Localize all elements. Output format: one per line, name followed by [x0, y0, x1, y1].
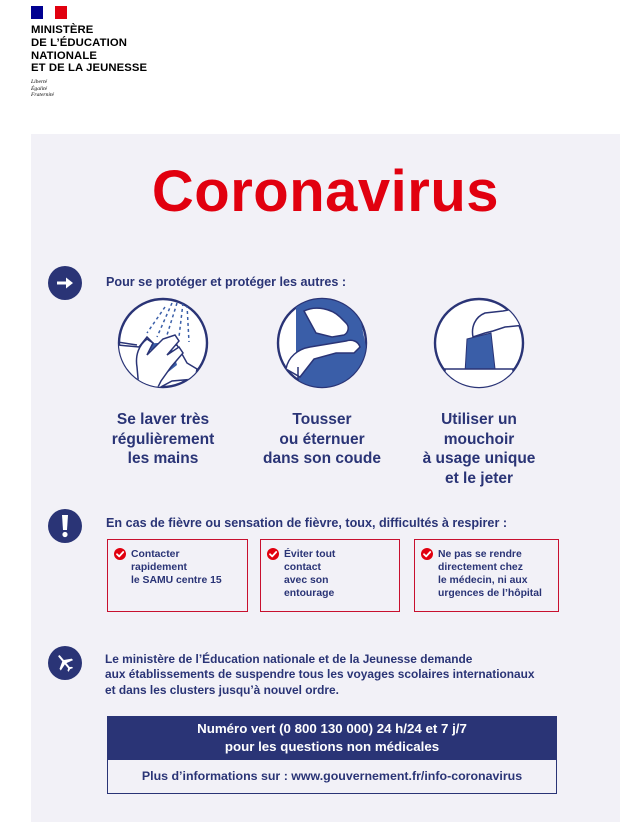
tissue-icon — [433, 297, 525, 389]
arrow-right-icon — [48, 266, 82, 300]
action-line: le SAMU centre 15 — [131, 575, 222, 586]
ministry-line: MINISTÈRE — [31, 24, 94, 36]
check-circle-icon — [114, 548, 126, 560]
action-box — [414, 539, 559, 612]
more-info-link[interactable]: Plus d’informations sur : www.gouvernement.fr/info-coronavirus — [107, 760, 557, 794]
action-line: directement chez — [438, 562, 523, 573]
gesture-label — [83, 410, 243, 469]
check-circle-icon — [267, 548, 279, 560]
motto — [31, 79, 191, 99]
action-line: Ne pas se rendre — [438, 549, 522, 560]
gesture-label-line: Se laver très — [116, 411, 210, 428]
motto-line: Liberté — [31, 79, 48, 86]
action-line: urgences de l’hôpital — [438, 588, 542, 599]
gesture-label-line: ou éternuer — [279, 430, 365, 448]
travel-notice-line: Le ministère de l’Éducation nationale et de la Jeunesse demande — [105, 652, 473, 666]
action-text — [438, 548, 542, 600]
action-line: le médecin, ni aux — [438, 575, 528, 586]
gesture-label-line: dans son coude — [263, 450, 381, 467]
action-line: avec son — [284, 575, 329, 586]
gesture-label-line: à usage unique — [422, 450, 536, 467]
ministry-line: NATIONALE — [31, 49, 97, 62]
marianne-icon — [42, 7, 54, 19]
french-flag-icon — [31, 6, 67, 19]
action-line: Éviter tout — [284, 549, 336, 560]
action-text — [131, 548, 222, 587]
hand-washing-icon — [117, 297, 209, 389]
exclamation-icon — [48, 509, 82, 543]
action-line: entourage — [284, 588, 335, 599]
ministry-line: ET DE LA JEUNESSE — [31, 62, 148, 75]
gesture-label-line: mouchoir — [443, 430, 515, 448]
gesture-label-line: Utiliser un — [441, 411, 517, 428]
hotline-line: pour les questions non médicales — [224, 739, 440, 754]
symptoms-heading: En cas de fièvre ou sensation de fièvre, toux, difficultés à respirer : — [106, 516, 508, 530]
action-box — [107, 539, 248, 612]
gesture-label — [242, 410, 402, 469]
motto-line: Fraternité — [31, 92, 54, 99]
ministry-logo — [31, 6, 191, 99]
protect-heading: Pour se protéger et protéger les autres : — [106, 275, 347, 289]
hotline-line: Numéro vert (0 800 130 000) 24 h/24 et 7 j/7 — [197, 721, 467, 736]
action-line: contact — [284, 562, 321, 573]
check-circle-icon — [421, 548, 433, 560]
gesture-label-line: les mains — [127, 450, 199, 467]
action-text — [284, 548, 335, 600]
ministry-line: DE L’ÉDUCATION — [31, 36, 127, 49]
travel-notice — [105, 652, 575, 698]
hotline-banner — [107, 716, 557, 760]
ministry-name — [31, 24, 191, 75]
action-line: Contacter — [131, 549, 180, 560]
gesture-label-line: et le jeter — [444, 469, 514, 487]
action-line: rapidement — [131, 562, 188, 573]
gesture-label — [399, 410, 559, 488]
poster-title: Coronavirus — [151, 159, 500, 224]
action-box — [260, 539, 400, 612]
airplane-icon — [48, 646, 82, 680]
travel-notice-line: aux établissements de suspendre tous les voyages scolaires internationaux — [105, 667, 535, 682]
gesture-label-line: régulièrement — [111, 430, 215, 448]
motto-line: Égalité — [31, 85, 48, 92]
cough-elbow-icon — [276, 297, 368, 389]
travel-notice-line: et dans les clusters jusqu’à nouvel ordre. — [105, 682, 339, 697]
gesture-label-line: Tousser — [292, 411, 352, 428]
